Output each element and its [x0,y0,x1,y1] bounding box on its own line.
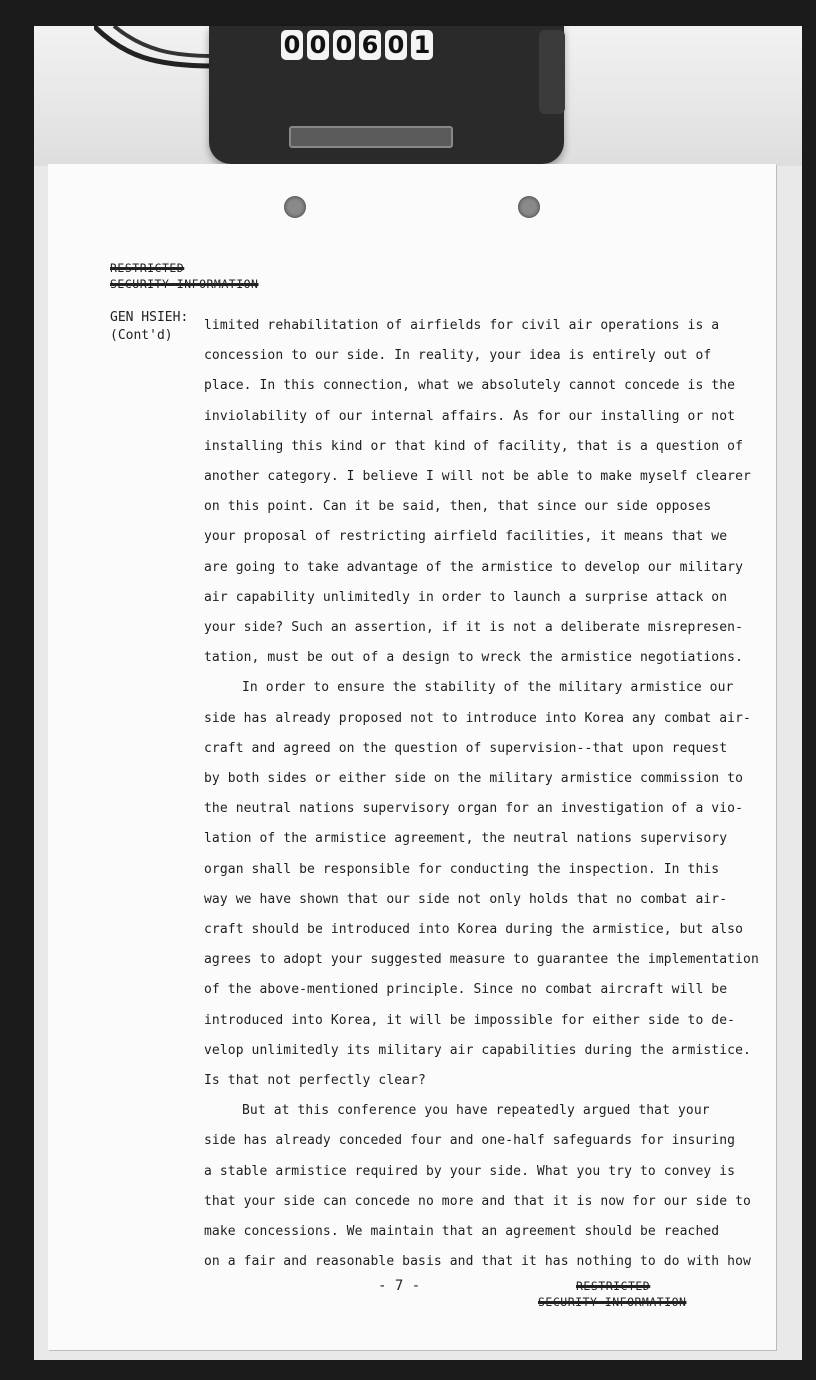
text-line: the neutral nations supervisory organ for an investigation of a vio- [204,801,744,817]
stamp-line-restricted: RESTRICTED [576,1279,651,1293]
stamp-line-security: SECURITY INFORMATION [538,1295,687,1309]
text-line: way we have shown that our side not only holds that no combat air- [204,891,728,907]
text-line: inviolability of our internal affairs. As for our installing or not [204,408,736,424]
text-line: lation of the armistice agreement, the neutral nations supervisory [204,831,728,847]
counter-digit: 0 [281,30,303,60]
text-line: make concessions. We maintain that an agreement should be reached [204,1224,720,1240]
text-line: another category. I believe I will not be able to make myself clearer [204,469,751,485]
counter-digit: 1 [411,30,433,60]
stamp-line-security: SECURITY INFORMATION [110,277,259,291]
text-line: that your side can concede no more and that it is now for our side to [204,1193,751,1209]
text-line: on a fair and reasonable basis and that it has nothing to do with how [204,1254,751,1270]
paragraph [204,673,759,1096]
text-line: your side? Such an assertion, if it is not a deliberate misrepresen- [204,620,744,636]
text-line: agrees to adopt your suggested measure to guarantee the implementation [204,952,759,968]
paragraph [204,1096,751,1277]
speaker-name: GEN HSIEH: [110,310,189,325]
text-line: side has already proposed not to introduce into Korea any combat air- [204,710,751,726]
text-line: Is that not perfectly clear? [204,1073,426,1089]
text-line: by both sides or either side on the military armistice commission to [204,771,744,787]
text-line: But at this conference you have repeatedly argued that your [242,1103,710,1119]
punch-hole-right [518,196,540,218]
counter-cable [94,26,214,106]
text-line: place. In this connection, what we absolutely cannot concede is the [204,378,736,394]
text-line: are going to take advantage of the armistice to develop our military [204,559,744,575]
text-line: your proposal of restricting airfield facilities, it means that we [204,529,728,545]
text-line: side has already conceded four and one-half safeguards for insuring [204,1133,736,1149]
text-line: concession to our side. In reality, your idea is entirely out of [204,348,712,364]
counter-knob [539,30,565,114]
speaker-label [110,309,188,345]
text-line: tation, must be out of a design to wreck the armistice negotiations. [204,650,744,666]
footer-classification-stamp [538,1278,686,1310]
stamp-line-restricted: RESTRICTED [110,261,185,275]
text-line: velop unlimitedly its military air capabilities during the armistice. [204,1042,751,1058]
text-line: air capability unlimitedly in order to launch a surprise attack on [204,589,728,605]
text-line: on this point. Can it be said, then, that since our side opposes [204,499,712,515]
text-line: a stable armistice required by your side. What you try to convey is [204,1163,736,1179]
text-line: In order to ensure the stability of the military armistice our [242,680,734,696]
text-line: installing this kind or that kind of facility, that is a question of [204,438,744,454]
page-number: - 7 - [378,1278,421,1294]
counter-slot [289,126,453,148]
counter-digits [281,30,433,64]
paragraph [204,311,751,673]
punch-hole-left [284,196,306,218]
counter-digit: 6 [359,30,381,60]
text-line: of the above-mentioned principle. Since no combat aircraft will be [204,982,728,998]
text-line: limited rehabilitation of airfields for civil air operations is a [204,318,720,333]
counter-digit: 0 [333,30,355,60]
text-line: craft and agreed on the question of supervision--that upon request [204,740,728,756]
counter-digit: 0 [385,30,407,60]
text-line: organ shall be responsible for conducting the inspection. In this [204,861,720,877]
document-body [204,311,759,1278]
text-line: craft should be introduced into Korea during the armistice, but also [204,922,744,938]
header-classification-stamp [110,260,258,292]
text-line: introduced into Korea, it will be impossible for either side to de- [204,1012,736,1028]
document-page [48,164,776,1350]
frame-counter-device [209,26,564,164]
speaker-continued: (Cont'd) [110,328,173,343]
counter-digit: 0 [307,30,329,60]
